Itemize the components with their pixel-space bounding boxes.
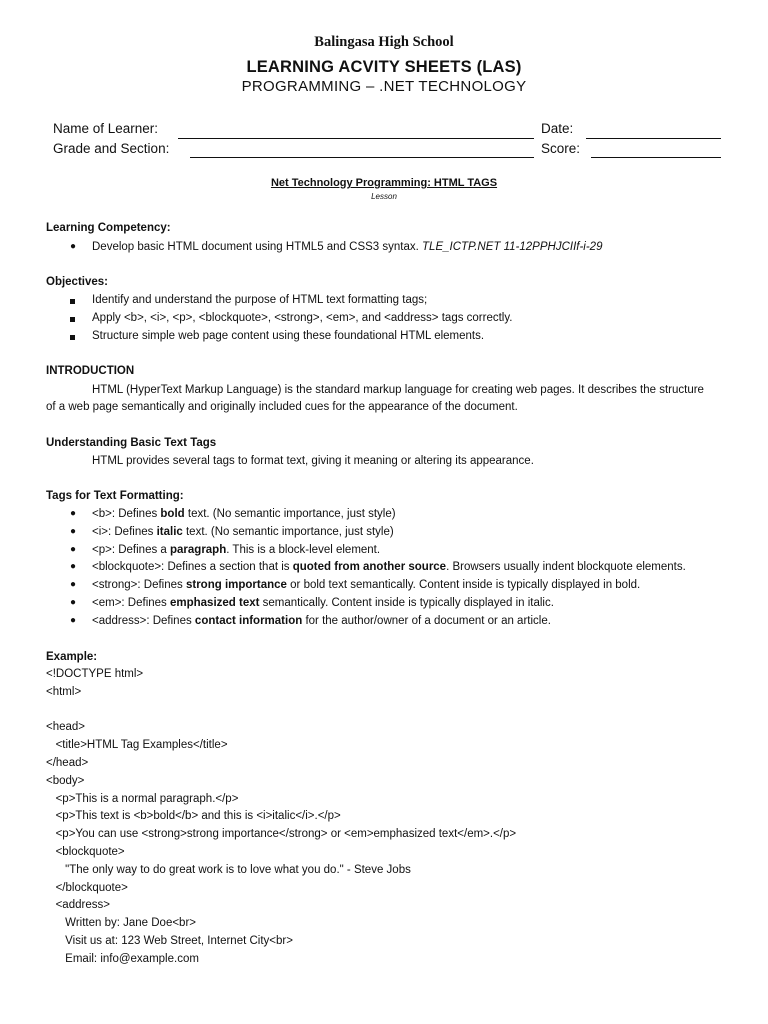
- bullet-icon: ●: [70, 526, 77, 537]
- formatting-heading: Tags for Text Formatting:: [46, 490, 184, 502]
- bullet-icon: ●: [70, 579, 77, 590]
- bullet-icon: ●: [70, 561, 77, 572]
- name-label: Name of Learner:: [53, 121, 159, 136]
- bullet-icon: ●: [70, 615, 77, 626]
- code-line: Written by: Jane Doe<br>: [46, 917, 196, 930]
- code-line: <html>: [46, 685, 82, 698]
- formatting-item: <em>: Defines emphasized text semantically. Content inside is typically displayed in italic.: [92, 597, 554, 609]
- competency-heading: Learning Competency:: [46, 222, 171, 234]
- introduction-line: HTML (HyperText Markup Language) is the standard markup language for creating web pages. It describes the structure: [92, 384, 704, 396]
- code-line: <p>This is a normal paragraph.</p>: [46, 792, 239, 805]
- square-bullet-icon: [70, 317, 75, 322]
- formatting-item: <blockquote>: Defines a section that is quoted from another source. Browsers usually indent blockquote elements.: [92, 561, 686, 573]
- bullet-icon: ●: [70, 508, 77, 519]
- code-line: </head>: [46, 757, 89, 769]
- formatting-item: <i>: Defines italic text. (No semantic importance, just style): [92, 526, 394, 538]
- formatting-item: <strong>: Defines strong importance or bold text semantically. Content inside is typically displayed in bold.: [92, 579, 641, 591]
- code-line: <head>: [46, 721, 86, 734]
- formatting-item: <address>: Defines contact information for the author/owner of a document or an article.: [92, 615, 551, 627]
- grade-label: Grade and Section:: [53, 141, 170, 156]
- code-line: Visit us at: 123 Web Street, Internet City<br>: [46, 935, 293, 947]
- school-name: Balingasa High School: [314, 34, 454, 50]
- document-title: LEARNING ACVITY SHEETS (LAS): [246, 58, 522, 76]
- introduction-line: of a web page semantically and originally included cues for the appearance of the document.: [46, 401, 518, 413]
- competency-item: Develop basic HTML document using HTML5 and CSS3 syntax. TLE_ICTP.NET 11-12PPHJCIIf-i-29: [92, 241, 603, 253]
- code-line: Email: info@example.com: [46, 952, 199, 965]
- objective-item: Identify and understand the purpose of HTML text formatting tags;: [92, 294, 428, 306]
- lesson-subtitle: Lesson: [371, 192, 397, 201]
- document-subtitle: PROGRAMMING – .NET TECHNOLOGY: [241, 78, 527, 95]
- objective-item: Apply <b>, <i>, <p>, <blockquote>, <strong>, <em>, and <address> tags correctly.: [92, 312, 513, 324]
- code-line: "The only way to do great work is to love what you do." - Steve Jobs: [46, 863, 411, 876]
- code-line: </blockquote>: [46, 881, 128, 894]
- objective-item: Structure simple web page content using these foundational HTML elements.: [92, 330, 485, 342]
- bullet-icon: ●: [70, 597, 77, 608]
- formatting-item: <b>: Defines bold text. (No semantic importance, just style): [92, 508, 396, 520]
- code-line: <body>: [46, 774, 85, 787]
- square-bullet-icon: [70, 299, 75, 304]
- code-line: <blockquote>: [46, 846, 125, 858]
- formatting-item: <p>: Defines a paragraph. This is a block-level element.: [92, 544, 381, 556]
- date-label: Date:: [541, 121, 574, 136]
- lesson-title: Net Technology Programming: HTML TAGS: [270, 177, 498, 189]
- code-line: <p>You can use <strong>strong importance</strong> or <em>emphasized text</em>.</p>: [46, 828, 517, 841]
- basic-tags-heading: Understanding Basic Text Tags: [46, 437, 217, 449]
- code-line: <p>This text is <b>bold</b> and this is <i>italic</i>.</p>: [46, 810, 341, 823]
- introduction-heading: INTRODUCTION: [46, 365, 135, 377]
- bullet-icon: ●: [70, 544, 77, 555]
- code-line: <address>: [46, 899, 110, 912]
- basic-tags-text: HTML provides several tags to format text, giving it meaning or altering its appearance.: [92, 455, 534, 467]
- objectives-heading: Objectives:: [46, 276, 108, 288]
- example-heading: Example:: [46, 651, 98, 663]
- bullet-icon: ●: [70, 241, 77, 252]
- code-line: <title>HTML Tag Examples</title>: [46, 739, 228, 752]
- square-bullet-icon: [70, 335, 75, 340]
- score-label: Score:: [541, 141, 581, 156]
- code-line: <!DOCTYPE html>: [46, 668, 144, 680]
